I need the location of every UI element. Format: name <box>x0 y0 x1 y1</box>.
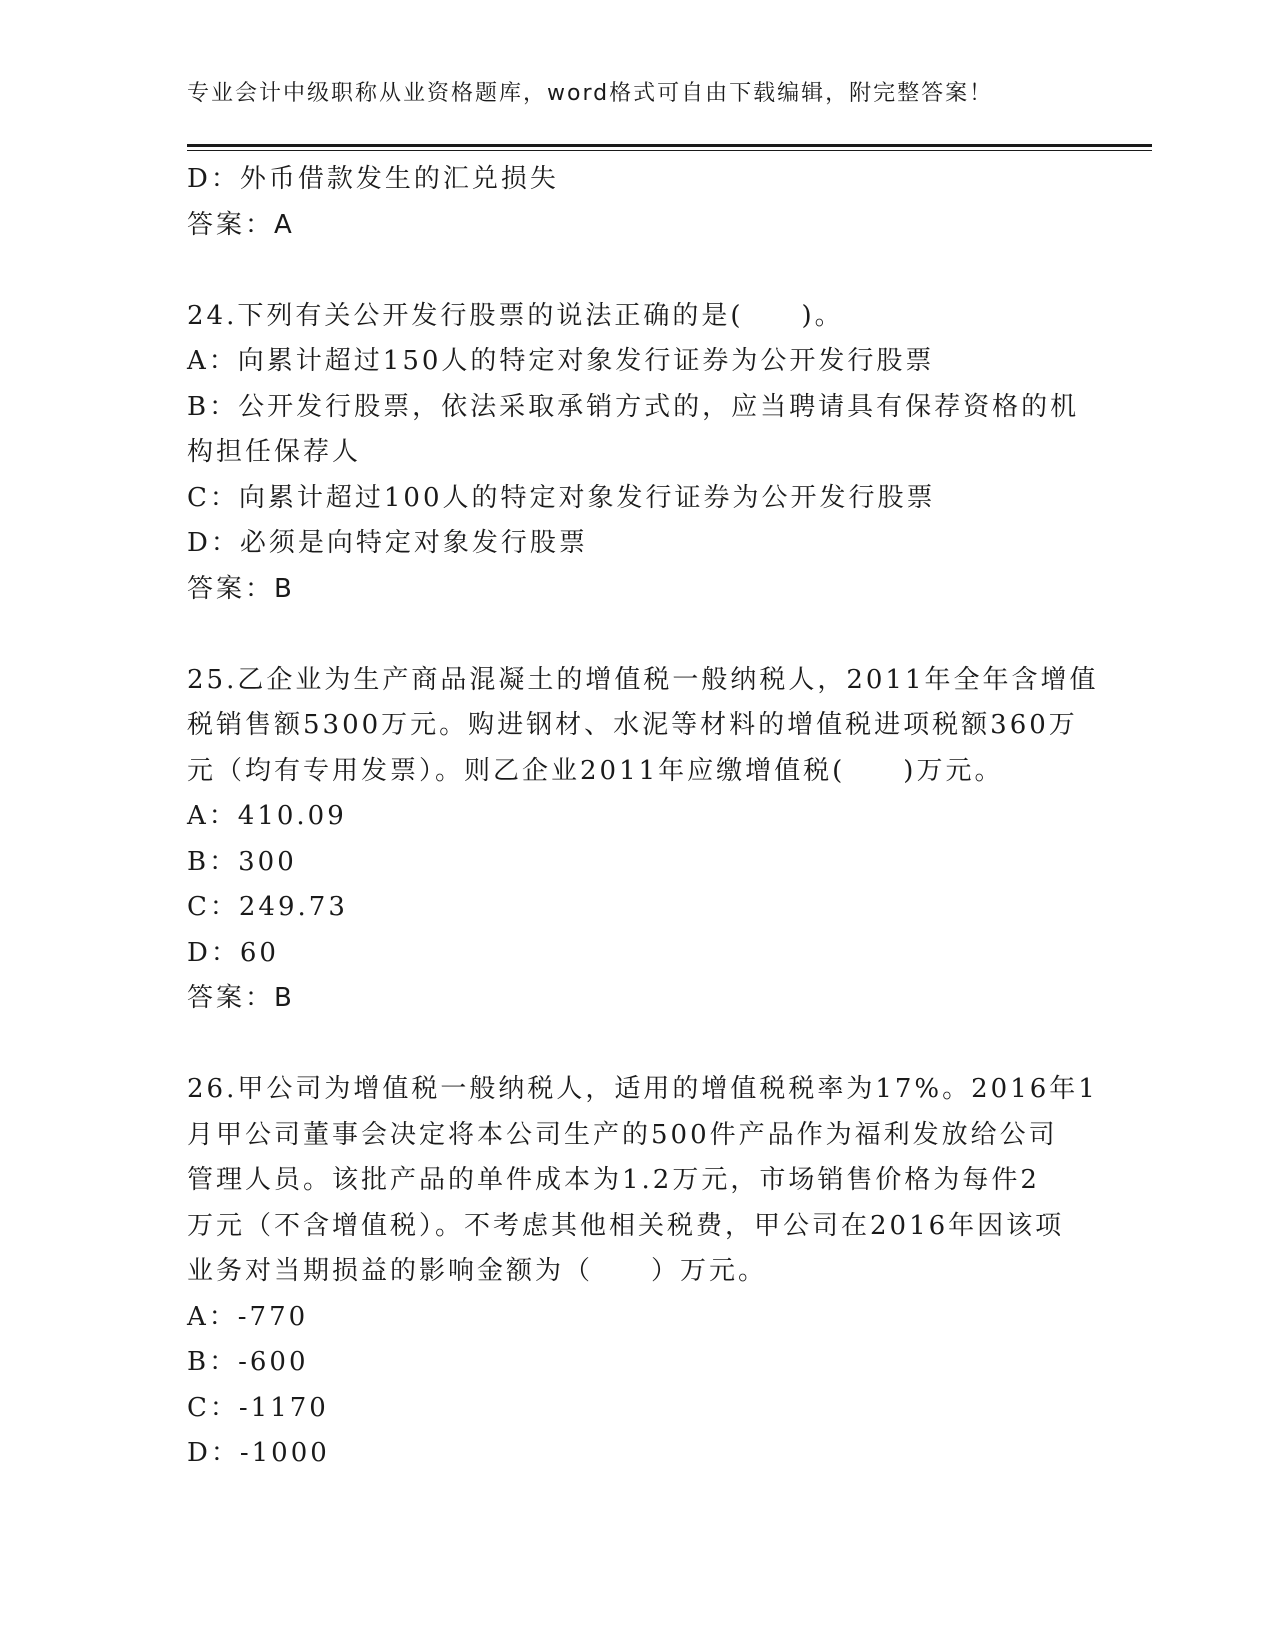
option-c: C：-1170 <box>187 1392 329 1423</box>
option-a: A：向累计超过150人的特定对象发行证券为公开发行股票 <box>187 346 935 376</box>
question-stem-line-1: 25.乙企业为生产商品混凝土的增值税一般纳税人，2011年全年含增值 <box>187 664 1099 695</box>
option-b: B：-600 <box>187 1347 309 1377</box>
option-b-line-2: 构担任保荐人 <box>187 437 362 467</box>
option-b: B：300 <box>187 846 297 877</box>
answer-label: 答案：B <box>187 573 295 604</box>
page-header: 专业会计中级职称从业资格题库，word格式可自由下载编辑，附完整答案！ <box>187 81 994 106</box>
option-d: D：外币借款发生的汇兑损失 <box>187 164 559 194</box>
option-a: A：410.09 <box>187 801 347 831</box>
answer-label: 答案：B <box>187 983 295 1013</box>
spacer <box>187 248 1087 294</box>
spacer <box>187 612 1087 658</box>
question-26 <box>187 1067 1098 1477</box>
question-24 <box>187 294 1087 613</box>
question-25 <box>187 658 1099 1022</box>
option-c: C：向累计超过100人的特定对象发行证券为公开发行股票 <box>187 482 936 513</box>
option-d: D：60 <box>187 937 279 968</box>
question-stem-line-2: 月甲公司董事会决定将本公司生产的500件产品作为福利发放给公司 <box>187 1119 1058 1150</box>
header-rule-thick <box>187 144 1152 147</box>
option-d: D：必须是向特定对象发行股票 <box>187 528 588 558</box>
question-stem-line-4: 万元（不含增值税）。不考虑其他相关税费，甲公司在2016年因该项 <box>187 1210 1065 1241</box>
option-b-line-1: B：公开发行股票，依法采取承销方式的，应当聘请具有保荐资格的机 <box>187 391 1080 422</box>
question-stem-line-5: 业务对当期损益的影响金额为（ ）万元。 <box>187 1256 768 1286</box>
option-c: C：249.73 <box>187 892 348 922</box>
header-rule-thin <box>187 150 1152 151</box>
question-stem-line-3: 管理人员。该批产品的单件成本为1.2万元，市场销售价格为每件2 <box>187 1165 1040 1195</box>
spacer <box>187 1022 1087 1068</box>
previous-question-tail <box>187 157 1087 248</box>
option-d: D：-1000 <box>187 1438 330 1468</box>
option-a: A：-770 <box>187 1301 309 1332</box>
question-content <box>187 157 1099 1477</box>
answer-label: 答案：A <box>187 209 295 240</box>
question-stem-line-1: 26.甲公司为增值税一般纳税人，适用的增值税税率为17%。2016年1 <box>187 1074 1098 1104</box>
question-stem-line-2: 税销售额5300万元。购进钢材、水泥等材料的增值税进项税额360万 <box>187 710 1078 740</box>
question-stem-line-3: 元（均有专用发票）。则乙企业2011年应缴增值税( )万元。 <box>187 755 1004 786</box>
question-stem: 24.下列有关公开发行股票的说法正确的是( )。 <box>187 300 844 331</box>
